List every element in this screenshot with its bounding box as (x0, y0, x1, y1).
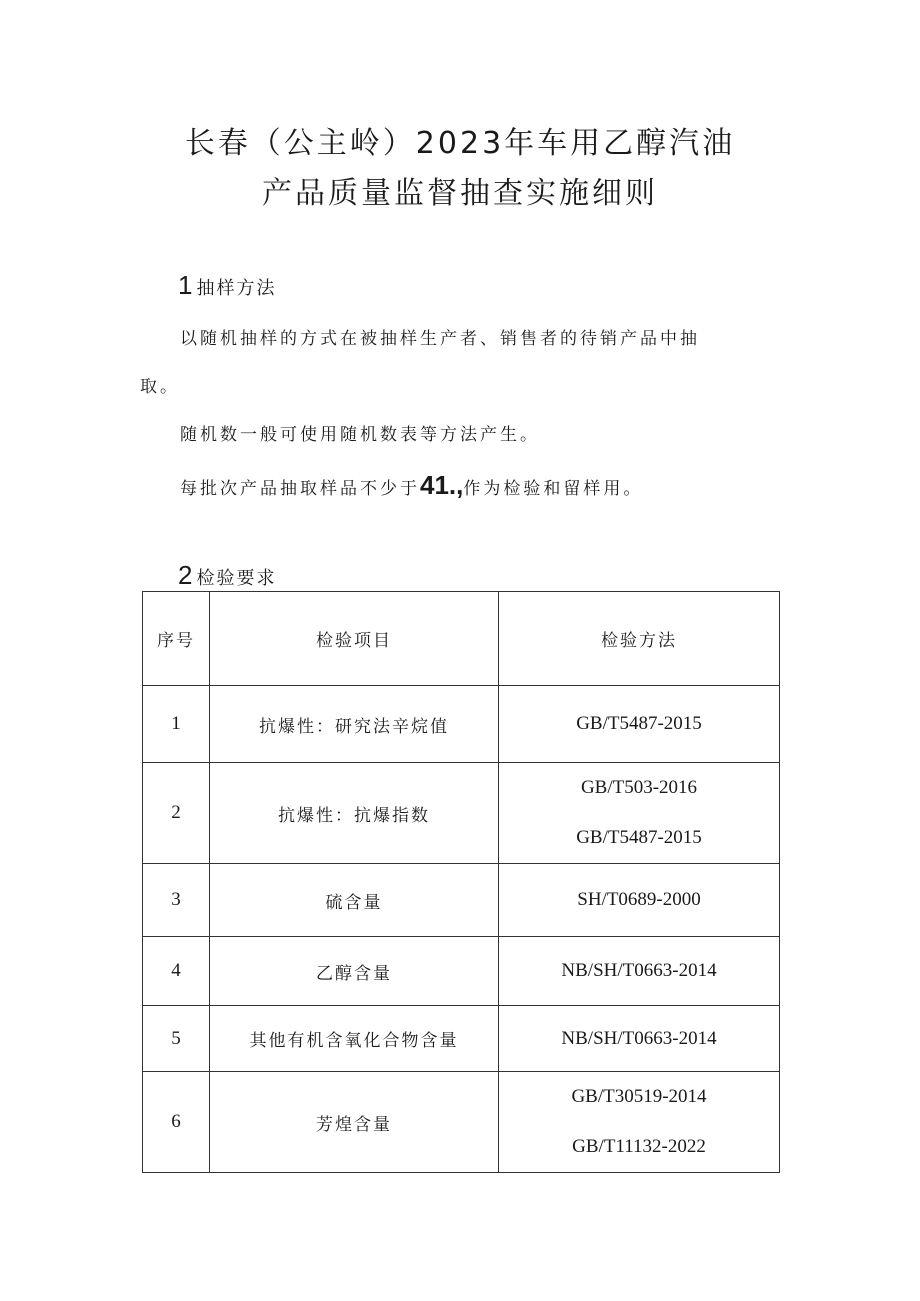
row-method: GB/T5487-2015 (576, 827, 702, 848)
row-item: 其他有机含氧化合物含量 (210, 1006, 499, 1072)
row-item: 乙醇含量 (210, 937, 499, 1006)
document-title-line-1: 长春（公主岭）2023年车用乙醇汽油 (184, 126, 736, 161)
section-title: 检验要求 (196, 568, 277, 589)
row-method: GB/T11132-2022 (572, 1136, 706, 1157)
row-methods (499, 763, 780, 864)
table-row (143, 763, 780, 864)
document-title-line-2: 产品质量监督抽查实施细则 (262, 176, 658, 211)
paragraph-sampling-method-line-1: 以随机抽样的方式在被抽样生产者、销售者的待销产品中抽 (180, 329, 700, 349)
section-number: 1 (178, 270, 193, 300)
paragraph-sample-quantity (180, 470, 643, 501)
table-row (143, 686, 780, 763)
paragraph-sampling-method-line-2: 取。 (140, 377, 180, 397)
table-row (143, 864, 780, 937)
row-methods (499, 1072, 780, 1173)
sample-quantity-number: 41., (420, 470, 464, 500)
row-method: SH/T0689-2000 (499, 864, 780, 937)
row-index: 5 (143, 1006, 210, 1072)
sample-quantity-text-after: 作为检验和留样用。 (463, 479, 644, 499)
row-method: NB/SH/T0663-2014 (499, 1006, 780, 1072)
header-item: 检验项目 (210, 592, 499, 686)
row-index: 6 (143, 1072, 210, 1173)
paragraph-random-numbers: 随机数一般可使用随机数表等方法产生。 (180, 425, 540, 445)
row-item: 硫含量 (210, 864, 499, 937)
row-index: 2 (143, 763, 210, 864)
table-row (143, 1072, 780, 1173)
row-index: 1 (143, 686, 210, 763)
sample-quantity-text-before: 每批次产品抽取样品不少于 (180, 479, 420, 499)
row-item: 抗爆性：研究法辛烷值 (210, 686, 499, 763)
header-method: 检验方法 (499, 592, 780, 686)
row-item: 抗爆性：抗爆指数 (210, 763, 499, 864)
header-index: 序号 (143, 592, 210, 686)
row-method: NB/SH/T0663-2014 (499, 937, 780, 1006)
row-index: 3 (143, 864, 210, 937)
table-row (143, 1006, 780, 1072)
row-index: 4 (143, 937, 210, 1006)
section-1-heading (178, 270, 276, 301)
section-title: 抽样方法 (196, 278, 277, 299)
section-number: 2 (178, 560, 193, 590)
row-item: 芳煌含量 (210, 1072, 499, 1173)
row-method: GB/T30519-2014 (571, 1086, 707, 1107)
row-method: GB/T5487-2015 (499, 686, 780, 763)
section-2-heading (178, 560, 276, 591)
table-row (143, 937, 780, 1006)
row-method: GB/T503-2016 (580, 777, 698, 798)
table-header-row (143, 592, 780, 686)
inspection-requirements-table (142, 591, 780, 1173)
